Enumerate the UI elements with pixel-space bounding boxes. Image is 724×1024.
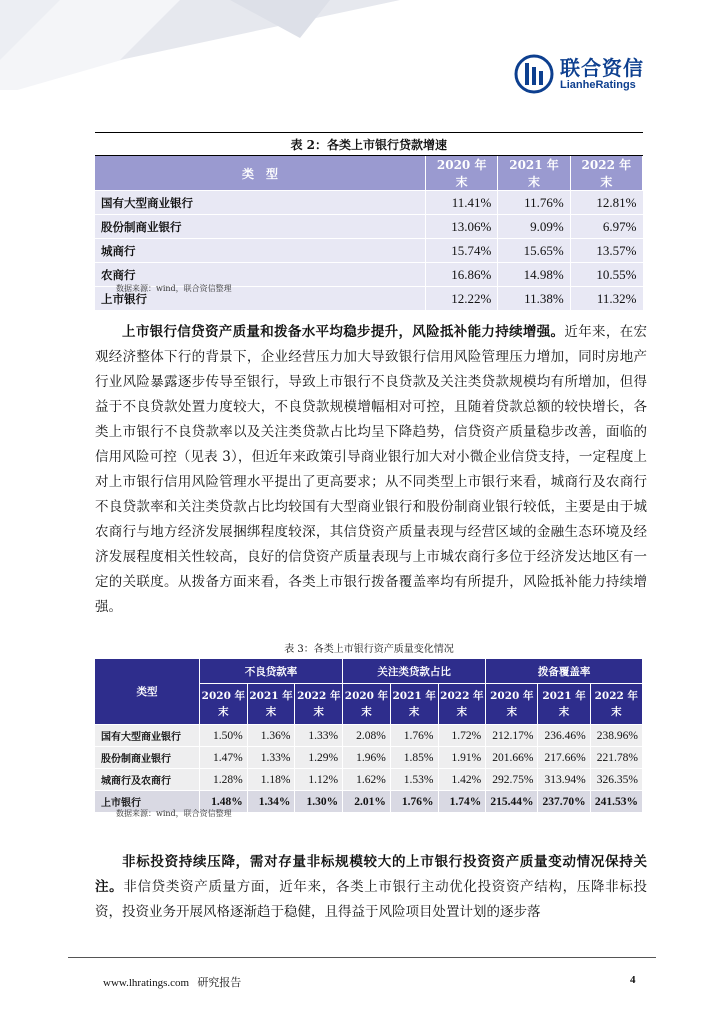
lianhe-logo-icon — [514, 54, 554, 94]
page-number: 4 — [630, 974, 636, 986]
table2-header-type: 类 型 — [95, 156, 426, 191]
table-row: 上市银行 12.22% 11.38% 11.32% — [95, 287, 643, 311]
paragraph2-lead: 非标投资持续压降，需对存量非标规模较大的上市银行投资资产质量变动情况保持关注。 — [95, 854, 647, 895]
paragraph2-body: 非信贷类资产质量方面，近年来，各类上市银行主动优化投资资产结构，压降非标投资，投资业务开展风格逐渐趋于稳健，且得益于风险项目处置计划的逐步落 — [95, 879, 648, 920]
footer-divider — [68, 957, 656, 958]
footer-info — [103, 974, 241, 990]
table3-header-type: 类型 — [95, 659, 200, 725]
table3-group-npl: 不良贷款率 — [200, 659, 343, 684]
brand-name-cn: 联合资信 — [560, 56, 644, 80]
paragraph-asset-quality — [95, 320, 647, 620]
paragraph1-lead: 上市银行信贷资产质量和拨备水平均稳步提升，风险抵补能力持续增强。 — [122, 324, 565, 340]
table3-source: 数据来源：wind，联合资信整理 — [116, 809, 232, 818]
footer-doc-type: 研究报告 — [197, 977, 242, 989]
table-row: 股份制商业银行 1.47% 1.33% 1.29% 1.96% 1.85% 1.91% 201.66% 217.66% 221.78% — [95, 747, 643, 769]
table-row: 国有大型商业银行 1.50% 1.36% 1.33% 2.08% 1.76% 1.72% 212.17% 236.46% 238.96% — [95, 725, 643, 747]
table2-header-2020: 2020 年末 — [426, 156, 498, 191]
table2-caption: 表 2：各类上市银行贷款增速 — [95, 133, 643, 156]
paragraph1-body: 近年来，在宏观经济整体下行的背景下，企业经营压力加大导致银行信用风险管理压力增加，同时房地产行业风险暴露逐步传导至银行，导致上市银行不良贷款及关注类贷款规模均有所增加，但得益于不良贷款处置力度较大，不良贷款规模增幅相对可控，且随着贷款总额的较快增长，各类上市银行不良贷款率以及关注类贷款占比均呈下降趋势，信贷资产质量稳步改善，面临的信用风险可控（见表 3），但近年来政策引导商业银行加大对小微企业信贷支持，一定程度上对上市银行信用风险管理水平提出了更高要求；从不同类型上市银行来看，城商行及农商行不良贷款率和关注类贷款占比均较国有大型商业银行和股份制商业银行较低，主要是由于城农商行与地方经济发展捆绑程度较深，其信贷资产质量表现与经营区域的金融生态环境及经济发展程度相关性较高，良好的信贷资产质量表现与上市城农商行多位于经济发达地区有一定的关联度。从拨备方面来看，各类上市银行拨备覆盖率均有所提升，风险抵补能力持续增强。 — [95, 324, 648, 615]
brand-logo — [514, 54, 644, 94]
table3-group-attention: 关注类贷款占比 — [343, 659, 486, 684]
table2-header-2022: 2022 年末 — [570, 156, 642, 191]
table2-header-2021: 2021 年末 — [498, 156, 570, 191]
table-row: 农商行 16.86% 14.98% 10.55% — [95, 263, 643, 287]
footer-site-link[interactable]: www.lhratings.com — [103, 977, 190, 989]
table2-source: 数据来源：wind，联合资信整理 — [116, 284, 232, 293]
table-row: 城商行 15.74% 15.65% 13.57% — [95, 239, 643, 263]
table-row: 上市银行 1.48% 1.34% 1.30% 2.01% 1.76% 1.74% 215.44% 237.70% 241.53% — [95, 791, 643, 813]
table-row: 城商行及农商行 1.28% 1.18% 1.12% 1.62% 1.53% 1.42% 292.75% 313.94% 326.35% — [95, 769, 643, 791]
table3-group-provision: 拨备覆盖率 — [486, 659, 643, 684]
table-row: 股份制商业银行 13.06% 9.09% 6.97% — [95, 215, 643, 239]
brand-name-en: LianheRatings — [560, 79, 636, 91]
paragraph-non-standard-investment — [95, 850, 647, 925]
table3-caption: 表 3：各类上市银行资产质量变化情况 — [284, 644, 454, 655]
asset-quality-table: 类型 不良贷款率 关注类贷款占比 拨备覆盖率 2020 年末 2021 年末 2022 年末 2020 年末 2021 年末 2022 年末 2020 年末 2021 年末 2022 年末 国有大型商业银行 1.50% 1.36% 1.33% 2.08% 1.76% 1.72% 212.17% 236.46% 238.96% 股份制商业银行 1.47% 1.33% 1.29% 1.96% 1.85% 1.91% 201.66% 217.66% 221.78% 城商行及农商行 1.28% 1.18% 1.12% 1.62% 1.53% 1.42% 292.75% 313.94% 326.35% 上市银行 1.48% 1.34% 1.30% 2.01% 1.76% 1.74% 215.44% 237.70% 241.53% — [95, 659, 643, 813]
table-row: 国有大型商业银行 11.41% 11.76% 12.81% — [95, 191, 643, 215]
